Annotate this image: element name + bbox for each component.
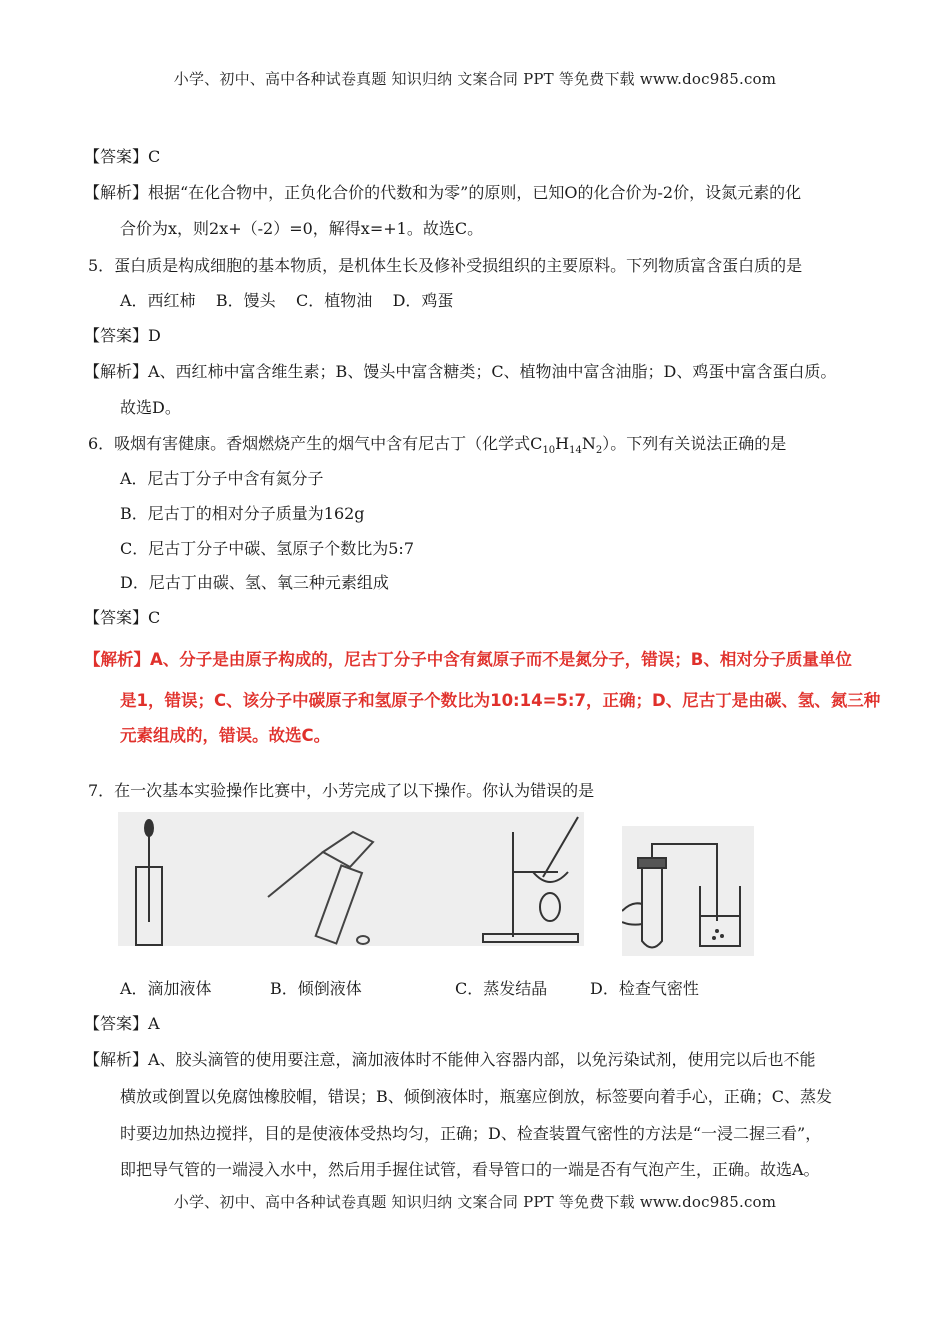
airtightness-figure xyxy=(622,826,754,956)
q7-analysis-line-3: 时要边加热边搅拌，目的是使液体受热均匀，正确；D、检查装置气密性的方法是“一浸二握三看”， xyxy=(120,1124,822,1143)
formula-n: N xyxy=(581,434,596,453)
q6-stem-text: 6．吸烟有害健康。香烟燃烧产生的烟气中含有尼古丁（化学式C xyxy=(88,434,543,453)
q4-analysis-line-1: 【解析】根据“在化合物中，正负化合价的代数和为零”的原则，已知O的化合价为-2价，设氮元素的化 xyxy=(84,183,802,202)
q6-analysis-line-1: 【解析】A、分子是由原子构成的，尼古丁分子中含有氮原子而不是氮分子，错误；B、相对分子质量单位 xyxy=(84,650,852,669)
q4-analysis-line-2: 合价为x，则2x+（-2）=0，解得x=+1。故选C。 xyxy=(120,219,484,238)
q7-analysis-line-1: 【解析】A、胶头滴管的使用要注意，滴加液体时不能伸入容器内部，以免污染试剂，使用完以后也不能 xyxy=(84,1050,816,1069)
q6-stem xyxy=(88,433,786,462)
formula-sub-c: 10 xyxy=(542,445,556,457)
airtightness-drawing xyxy=(622,826,754,956)
q5-answer: 【答案】D xyxy=(84,326,161,345)
page-header: 小学、初中、高中各种试卷真题 知识归纳 文案合同 PPT 等免费下载 www.doc985.com xyxy=(173,70,777,88)
q6-analysis-line-2: 是1，错误；C、该分子中碳原子和氢原子个数比为10:14=5:7，正确；D、尼古丁是由碳、氢、氮三种 xyxy=(120,691,881,710)
formula-sub-n: 2 xyxy=(595,445,603,457)
q5-analysis-line-1: 【解析】A、西红柿中富含维生素；B、馒头中富含糖类；C、植物油中富含油脂；D、鸡蛋中富含蛋白质。 xyxy=(84,362,837,381)
formula-h: H xyxy=(555,434,570,453)
q5-options: A．西红柿 B．馒头 C．植物油 D．鸡蛋 xyxy=(120,291,454,310)
q6-analysis-line-3: 元素组成的，错误。故选C。 xyxy=(120,726,331,745)
q6-stem-tail: ）。下列有关说法正确的是 xyxy=(602,434,787,453)
q7-stem: 7．在一次基本实验操作比赛中，小芳完成了以下操作。你认为错误的是 xyxy=(88,781,595,800)
q7-option-c: C．蒸发结晶 xyxy=(455,979,548,998)
q7-option-d: D．检查气密性 xyxy=(590,979,699,998)
q5-stem: 5．蛋白质是构成细胞的基本物质，是机体生长及修补受损组织的主要原料。下列物质富含蛋白质的是 xyxy=(88,256,803,275)
q5-analysis-line-2: 故选D。 xyxy=(120,398,181,417)
q6-option-b: B．尼古丁的相对分子质量为162g xyxy=(120,504,365,523)
q6-option-a: A．尼古丁分子中含有氮分子 xyxy=(120,469,324,488)
q4-answer: 【答案】C xyxy=(84,147,161,166)
formula-sub-h: 14 xyxy=(569,445,582,457)
q6-option-d: D．尼古丁由碳、氢、氧三种元素组成 xyxy=(120,573,389,592)
page-footer: 小学、初中、高中各种试卷真题 知识归纳 文案合同 PPT 等免费下载 www.doc985.com xyxy=(173,1193,777,1211)
q7-analysis-line-2: 横放或倒置以免腐蚀橡胶帽，错误；B、倾倒液体时，瓶塞应倒放，标签要向着手心，正确；C、蒸发 xyxy=(120,1087,833,1106)
q7-option-b: B．倾倒液体 xyxy=(270,979,362,998)
q7-analysis-line-4: 即把导气管的一端浸入水中，然后用手握住试管，看导管口的一端是否有气泡产生，正确。故选A。 xyxy=(120,1160,820,1179)
q6-option-c: C．尼古丁分子中碳、氢原子个数比为5:7 xyxy=(120,539,414,558)
q7-answer: 【答案】A xyxy=(84,1014,160,1033)
lab-operations-drawing xyxy=(118,812,584,946)
q7-option-a: A．滴加液体 xyxy=(120,979,212,998)
q6-answer: 【答案】C xyxy=(84,608,161,627)
lab-operations-figure xyxy=(118,812,584,946)
